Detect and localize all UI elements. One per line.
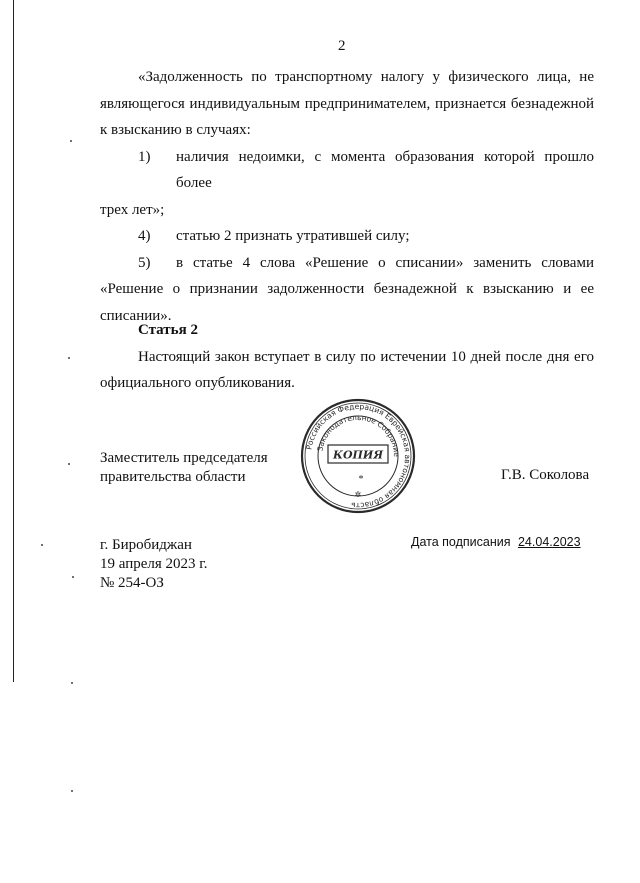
seal-emblem-icon: ✲ [354, 490, 362, 499]
item-number: 1) [138, 148, 151, 165]
official-seal [300, 398, 416, 514]
item-number: 4) [138, 228, 151, 244]
scan-speck [72, 576, 74, 578]
seal-stamp-word: КОПИЯ [332, 448, 384, 462]
seal-star-icon: * [358, 474, 364, 485]
document-requisites [100, 536, 208, 593]
position-line: Заместитель председателя [100, 450, 268, 466]
document-number: № 254-ОЗ [100, 575, 164, 591]
item-text-continued: «Решение о признании задолженности безнадежной к взысканию и ее списании». [100, 281, 594, 324]
list-item [100, 144, 594, 224]
item-number: 5) [138, 254, 151, 271]
article-section [100, 317, 594, 397]
article-text: Настоящий закон вступает в силу по истечении 10 дней после дня его официального опубликования. [100, 348, 594, 391]
position-line: правительства области [100, 469, 246, 485]
article-title: Статья 2 [138, 322, 198, 338]
quote-paragraph: «Задолженность по транспортному налогу у физического лица, не являющегося индивидуальным предпринимателем, признается безнадежной к взысканию в случаях: [100, 69, 594, 138]
scan-speck [71, 790, 73, 792]
item-text: наличия недоимки, с момента образования которой прошло более [176, 148, 594, 191]
document-date: 19 апреля 2023 г. [100, 556, 208, 572]
scan-speck [71, 682, 73, 684]
item-text-continued: трех лет»; [100, 201, 165, 218]
signatory-name: Г.В. Соколова [501, 467, 590, 483]
item-text: в статье 4 слова «Решение о списании» заменить словами [176, 254, 594, 271]
signatory-position [100, 449, 268, 487]
city: г. Биробиджан [100, 537, 192, 553]
scan-speck [70, 140, 72, 142]
signing-date-block [411, 535, 581, 549]
signing-date-value: 24.04.2023 [517, 535, 581, 549]
item-text: статью 2 признать утратившей силу; [176, 228, 410, 244]
signing-date-label: Дата подписания [411, 535, 511, 549]
amendment-text [100, 64, 594, 329]
list-item [100, 223, 594, 250]
seal-outer-text: Российская Федерация Еврейская автономная область [304, 401, 413, 511]
seal-inner-text: Законодательное Собрание [315, 412, 402, 458]
scan-edge-line [13, 0, 14, 682]
scan-speck [68, 357, 70, 359]
page-number: 2 [338, 38, 346, 54]
scan-speck [68, 463, 70, 465]
scan-speck [41, 544, 43, 546]
